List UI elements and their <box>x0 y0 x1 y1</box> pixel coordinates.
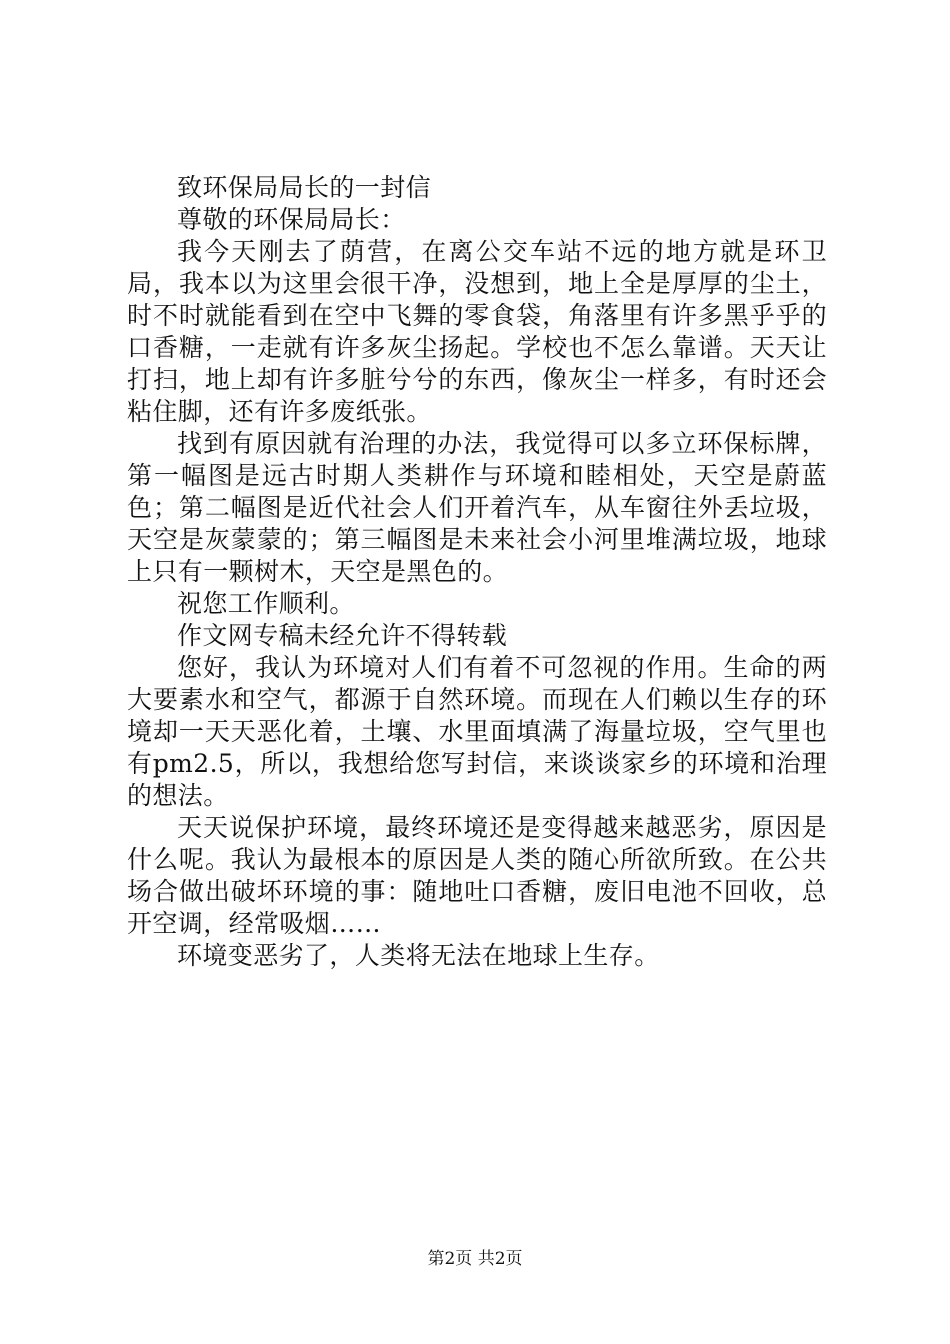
paragraph: 您好，我认为环境对人们有着不可忽视的作用。生命的两大要素水和空气，都源于自然环境。而现在人们赖以生存的环境却一天天恶化着，土壤、水里面填满了海量垃圾，空气里也有pm2.5，所以，我想给您写封信，来谈谈家乡的环境和治理的想法。 <box>127 653 827 810</box>
paragraph: 环境变恶劣了，人类将无法在地球上生存。 <box>177 941 660 970</box>
paragraph: 我今天刚去了荫营，在离公交车站不远的地方就是环卫局，我本以为这里会很干净，没想到，地上全是厚厚的尘土，时不时就能看到在空中飞舞的零食袋，角落里有许多黑乎乎的口香糖，一走就有许多灰尘扬起。学校也不怎么靠谱。天天让打扫，地上却有许多脏兮兮的东西，像灰尘一样多，有时还会粘住脚，还有许多废纸张。 <box>127 237 827 426</box>
letter-title: 致环保局局长的一封信 <box>177 173 432 202</box>
paragraph: 祝您工作顺利。 <box>177 589 355 618</box>
letter-salutation: 尊敬的环保局局长： <box>177 205 406 234</box>
paragraph: 作文网专稿未经允许不得转载 <box>177 621 508 650</box>
letter-body <box>127 172 827 972</box>
paragraph: 找到有原因就有治理的办法，我觉得可以多立环保标牌，第一幅图是远古时期人类耕作与环境和睦相处，天空是蔚蓝色；第二幅图是近代社会人们开着汽车，从车窗往外丢垃圾，天空是灰蒙蒙的；第三幅图是未来社会小河里堆满垃圾，地球上只有一颗树木，天空是黑色的。 <box>127 429 827 586</box>
page-number-footer: 第2页 共2页 <box>427 1249 523 1269</box>
paragraph: 天天说保护环境，最终环境还是变得越来越恶劣，原因是什么呢。我认为最根本的原因是人类的随心所欲所致。在公共场合做出破坏环境的事：随地吐口香糖，废旧电池不回收，总开空调，经常吸烟…… <box>127 813 827 938</box>
